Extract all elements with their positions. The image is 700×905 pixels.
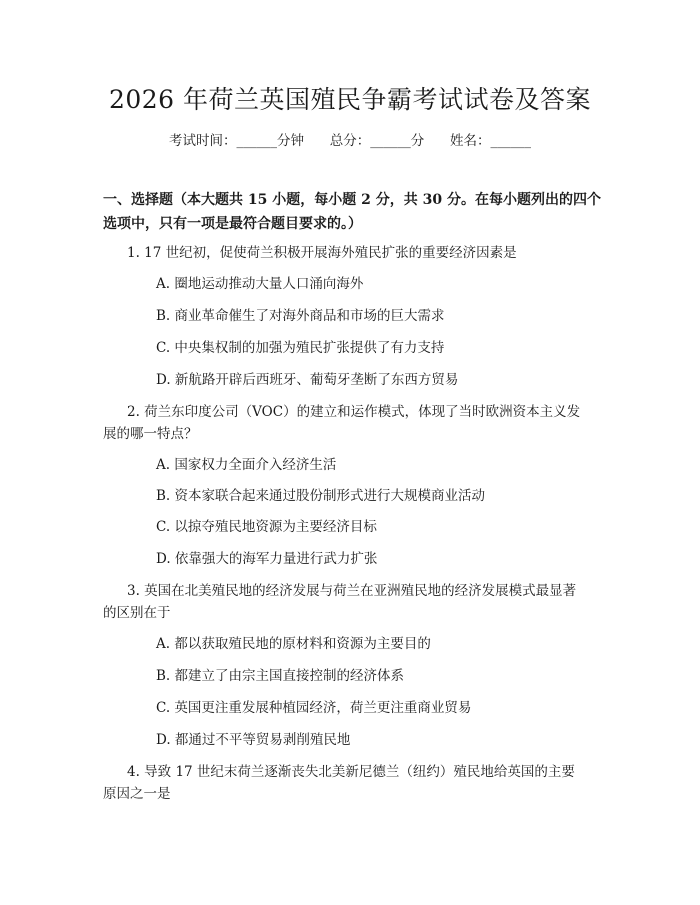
question-3-option-a: A. 都以获取殖民地的原材料和资源为主要目的 (156, 636, 431, 652)
question-3-text-continued: 的区别在于 (103, 605, 171, 621)
question-2-option-d: D. 依靠强大的海军力量进行武力扩张 (156, 551, 378, 567)
question-1-text: 1. 17 世纪初，促使荷兰积极开展海外殖民扩张的重要经济因素是 (127, 245, 517, 261)
question-2-text-continued: 展的哪一特点？ (103, 426, 198, 442)
question-3-text: 3. 英国在北美殖民地的经济发展与荷兰在亚洲殖民地的经济发展模式最显著 (127, 583, 577, 599)
question-3-option-d: D. 都通过不平等贸易剥削殖民地 (156, 732, 351, 748)
question-3-option-b: B. 都建立了由宗主国直接控制的经济体系 (156, 668, 405, 684)
question-1-option-c: C. 中央集权制的加强为殖民扩张提供了有力支持 (156, 340, 445, 356)
question-1-option-d: D. 新航路开辟后西班牙、葡萄牙垄断了东西方贸易 (156, 372, 459, 388)
question-2-option-c: C. 以掠夺殖民地资源为主要经济目标 (156, 519, 377, 535)
question-2-text: 2. 荷兰东印度公司（VOC）的建立和运作模式，体现了当时欧洲资本主义发 (127, 404, 581, 420)
question-2-option-b: B. 资本家联合起来通过股份制形式进行大规模商业活动 (156, 488, 486, 504)
question-4-text: 4. 导致 17 世纪末荷兰逐渐丧失北美新尼德兰（纽约）殖民地给英国的主要 (127, 764, 575, 780)
question-4-text-continued: 原因之一是 (103, 786, 171, 802)
question-3-option-c: C. 英国更注重发展种植园经济，荷兰更注重商业贸易 (156, 700, 472, 716)
question-1-option-b: B. 商业革命催生了对海外商品和市场的巨大需求 (156, 308, 445, 324)
exam-info-line (0, 131, 700, 151)
exam-title: 2026 年荷兰英国殖民争霸考试试卷及答案 (108, 85, 592, 114)
exam-info-text: 考试时间：______分钟 总分：______分 姓名：______ (169, 133, 531, 149)
question-2-option-a: A. 国家权力全面介入经济生活 (156, 457, 337, 473)
section-heading: 一、选择题（本大题共 15 小题，每小题 2 分，共 30 分。在每小题列出的四个选项中，只有一项是最符合题目要求的。） (103, 192, 601, 232)
question-1-option-a: A. 圈地运动推动大量人口涌向海外 (156, 276, 364, 292)
